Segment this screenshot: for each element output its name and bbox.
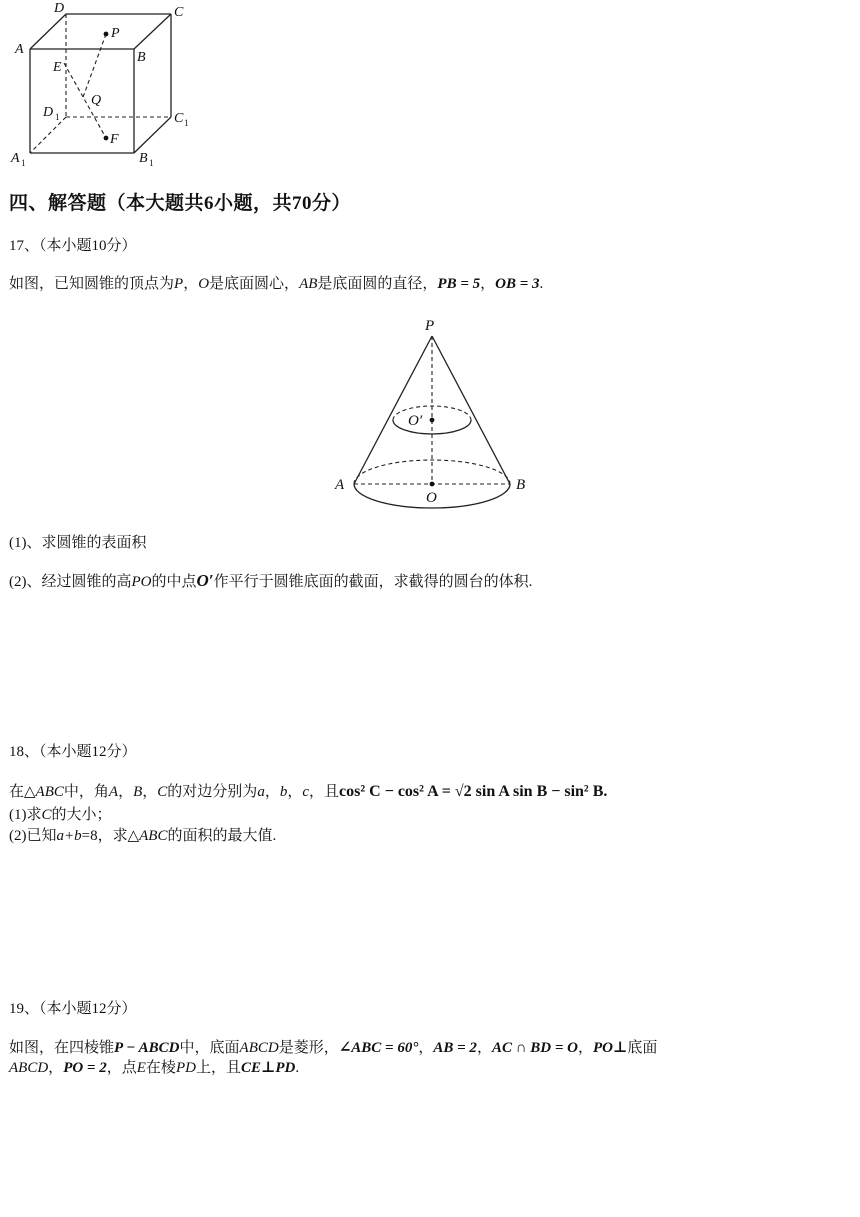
q17-part2 — [9, 571, 532, 592]
cube-label-D1-sub: 1 — [55, 112, 60, 122]
q17-stem-text: ， — [183, 276, 199, 292]
cube-label-A1: A — [11, 151, 20, 166]
q18-text: (1)求 — [9, 807, 42, 823]
q17-part2-text: 作平行于圆锥底面的截面，求截得的圆台的体积. — [213, 574, 533, 590]
cube-label-B1-sub: 1 — [149, 158, 154, 168]
q18-text: ，且 — [309, 784, 340, 800]
cone-label-B: B — [516, 477, 526, 493]
q18-text: 的对边分别为 — [167, 784, 258, 800]
cube-label-E: E — [53, 60, 62, 75]
q19-var: ABCD — [9, 1060, 49, 1076]
q17-math-PB: PB = 5 — [437, 276, 481, 292]
q18-text: ， — [287, 784, 303, 800]
q18-var: A — [108, 784, 119, 800]
q19-text: ， — [418, 1040, 434, 1056]
cube-label-A1-sub: 1 — [21, 158, 26, 168]
q17-var-P: P — [174, 276, 184, 292]
q18-text: 中，角 — [63, 784, 109, 800]
q18-text: (2)已知 — [9, 828, 57, 844]
q17-stem-text: 如图，已知圆锥的顶点为 — [9, 276, 175, 292]
q19-var: E — [136, 1060, 146, 1076]
q19-text: 上，且 — [195, 1060, 241, 1076]
q18-text: =8，求△ — [81, 828, 140, 844]
cone-label-O: O — [426, 490, 437, 506]
q18-var: a+b — [56, 828, 82, 844]
q19-text: ， — [577, 1040, 593, 1056]
q18-part1 — [9, 805, 112, 825]
q17-part1: (1)、求圆锥的表面积 — [9, 535, 147, 551]
q18-text: 的大小； — [51, 807, 112, 823]
cone-label-O-prime: O′ — [408, 413, 423, 429]
q18-equation: cos² C − cos² A = √2 sin A sin B − sin² B. — [339, 783, 608, 800]
q18-var: c — [302, 784, 310, 800]
q17-var-O: O — [198, 276, 210, 292]
q18-text: 的面积的最大值. — [167, 828, 277, 844]
cone-figure — [320, 310, 540, 510]
q17-stem-text: . — [539, 276, 544, 292]
q18-header: 18、（本小题12分） — [9, 744, 137, 760]
cube-label-D: D — [54, 1, 65, 16]
cone-label-A: A — [335, 477, 345, 493]
q19-math: PO = 2 — [63, 1060, 107, 1076]
cube-label-Q: Q — [91, 93, 102, 108]
q19-var: ABCD — [239, 1040, 279, 1056]
q17-stem-text: 是底面圆心， — [209, 276, 300, 292]
cube-label-P: P — [111, 26, 120, 41]
q19-text: ， — [476, 1040, 492, 1056]
q18-text: ， — [118, 784, 134, 800]
q19-text: 如图，在四棱锥 — [9, 1040, 115, 1056]
q19-text: ， — [48, 1060, 64, 1076]
cube-figure — [0, 0, 210, 175]
q18-text: 在△ — [9, 784, 36, 800]
q19-line1 — [9, 1038, 657, 1058]
section-title: 四、解答题（本大题共6小题，共70分） — [9, 193, 352, 214]
q18-var: C — [41, 807, 52, 823]
q19-text: ，点 — [106, 1060, 137, 1076]
q19-math: AB = 2 — [433, 1040, 477, 1056]
q19-var: PD — [175, 1060, 196, 1076]
q18-var: ABC — [35, 784, 64, 800]
q17-header: 17、（本小题10分） — [9, 238, 137, 254]
q18-var: B — [133, 784, 143, 800]
q17-stem-text: 是底面圆的直径， — [317, 276, 438, 292]
cube-label-B1: B — [139, 151, 148, 166]
cube-label-C1: C — [174, 111, 184, 126]
q19-math: CE⊥PD — [240, 1060, 296, 1076]
q17-math-OB: OB = 3 — [495, 276, 540, 292]
q17-part2-text: (2)、经过圆锥的高 — [9, 574, 132, 590]
cube-label-B: B — [137, 50, 146, 65]
q18-text: ， — [264, 784, 280, 800]
q19-math: P − ABCD — [114, 1040, 180, 1056]
q18-var: ABC — [139, 828, 168, 844]
q18-text: ， — [142, 784, 158, 800]
cone-label-P: P — [425, 318, 435, 334]
cube-label-F: F — [110, 132, 119, 147]
q19-math: AC ∩ BD = O — [491, 1040, 578, 1056]
q19-text: 底面 — [627, 1040, 658, 1056]
q17-var-O-prime: O′ — [196, 571, 214, 590]
cube-label-D1: D — [43, 105, 54, 120]
q19-math: PO⊥ — [592, 1040, 628, 1056]
cube-label-C: C — [174, 5, 184, 20]
q19-header: 19、（本小题12分） — [9, 1001, 137, 1017]
q17-stem — [9, 274, 543, 294]
q17-part2-text: 的中点 — [151, 574, 197, 590]
q19-text: 是菱形， — [278, 1040, 339, 1056]
q18-line1 — [9, 782, 607, 802]
q19-line2 — [9, 1058, 299, 1078]
q18-var: a — [257, 784, 265, 800]
q17-var-AB: AB — [299, 276, 318, 292]
cube-label-A: A — [15, 42, 24, 57]
q17-stem-text: ， — [480, 276, 496, 292]
q19-math: ∠ABC = 60° — [338, 1040, 419, 1056]
q18-var: C — [157, 784, 168, 800]
q19-text: 在棱 — [145, 1060, 176, 1076]
q19-text: 中，底面 — [179, 1040, 240, 1056]
q18-var: b — [279, 784, 288, 800]
cube-label-C1-sub: 1 — [184, 118, 189, 128]
q18-part2 — [9, 826, 276, 846]
q19-text: . — [295, 1060, 300, 1076]
q17-var-PO: PO — [131, 574, 152, 590]
